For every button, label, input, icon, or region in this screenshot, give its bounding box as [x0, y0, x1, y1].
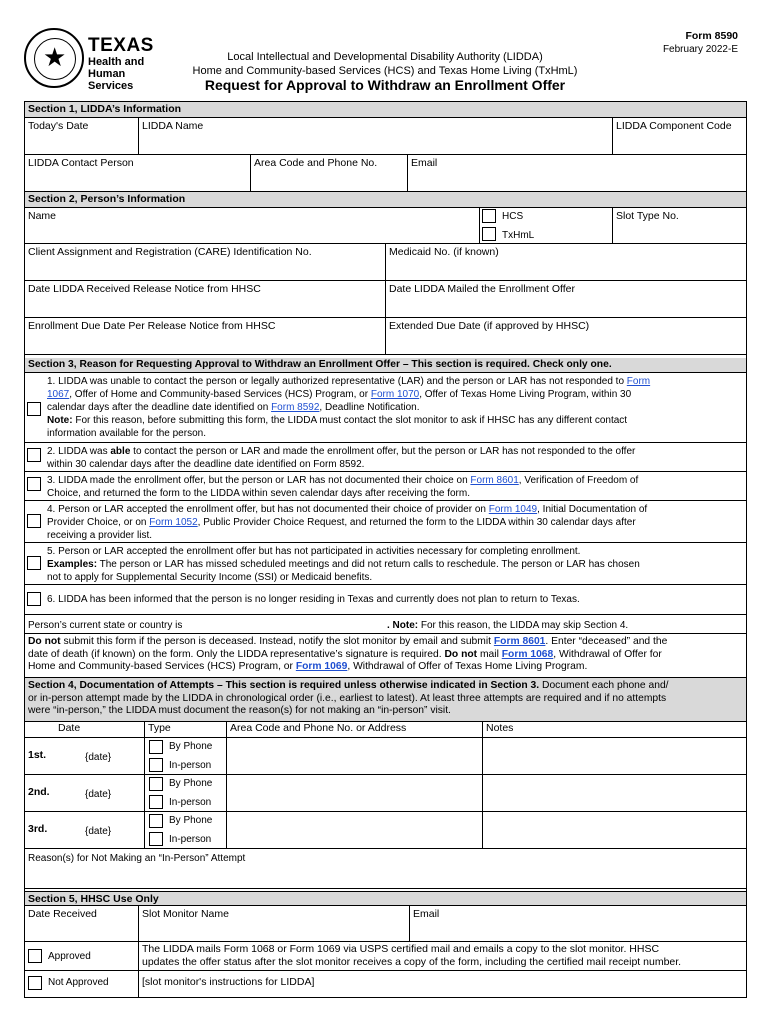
due-date-field[interactable]: [25, 318, 385, 354]
agency-line-2: Home and Community-based Services (HCS) and Texas Home Living (TxHmL): [192, 65, 578, 77]
care-id-label: Client Assignment and Registration (CARE) Identification No.: [28, 246, 312, 258]
hhs-logo: [22, 26, 182, 92]
not-approved-label: Not Approved: [48, 977, 109, 988]
reason-3-text-b: , Verification of Freedom of: [518, 475, 639, 486]
section4-heading-rest: Document each phone and/: [542, 680, 669, 691]
section2-row2: [25, 244, 746, 281]
todays-date-field[interactable]: [25, 118, 138, 154]
form-title: Request for Approval to Withdraw an Enrollment Offer: [204, 77, 566, 93]
reason-1-note-2: information available for the person.: [47, 428, 206, 439]
attempt-label: 1st.: [28, 749, 47, 761]
reasons-label: Reason(s) for Not Making an “In-Person” Attempt: [28, 853, 246, 864]
release-notice-label: Date LIDDA Received Release Notice from HHSC: [28, 283, 261, 295]
section5-row1: [25, 906, 746, 942]
reason-2-text-b: to contact the person or LAR and made the enrollment offer, but the person or LAR has not responded to the offer: [133, 446, 636, 457]
deceased-text-b: . Enter “deceased” and the: [545, 636, 668, 647]
date-received-label: Date Received: [28, 908, 97, 920]
reason-4-text-c: Provider Choice, or on: [47, 517, 147, 528]
residence-note: [387, 619, 628, 632]
reason-5: [25, 542, 746, 584]
reason-3: [25, 471, 746, 500]
form-8601-link[interactable]: Form 8601: [470, 475, 519, 486]
form-1070-link[interactable]: Form 1070: [370, 389, 420, 400]
by-phone-checkbox[interactable]: [149, 777, 163, 791]
residence-row: [25, 614, 746, 634]
approved-label: Approved: [48, 951, 91, 962]
attempts-header: [25, 722, 746, 738]
attempt-notes-field[interactable]: [482, 775, 746, 811]
form-1068-link[interactable]: Form 1068: [501, 648, 554, 660]
reason-1-checkbox[interactable]: [27, 402, 41, 416]
slot-monitor-instructions: [slot monitor's instructions for LIDDA]: [142, 976, 315, 988]
reason-4: [25, 500, 746, 542]
section4-title: Section 4, Documentation of Attempts – This section is required unless otherwise indicated in Section 3.: [28, 680, 540, 691]
agency-line-1: Local Intellectual and Developmental Disability Authority (LIDDA): [227, 51, 543, 63]
reason-3-checkbox[interactable]: [27, 477, 41, 491]
reason-4-text-d: , Public Provider Choice Request, and returned the form to the LIDDA within 30 calendar days after: [197, 517, 636, 528]
care-id-field[interactable]: [25, 244, 385, 280]
phone-field[interactable]: [250, 155, 407, 191]
reason-5-text-b: The person or LAR has missed scheduled meetings and did not return calls to reschedule. The person or LAR has chosen: [99, 559, 640, 570]
reason-1-text-e: , Deadline Notification.: [319, 402, 420, 413]
by-phone-label: By Phone: [169, 815, 213, 826]
form-8592-link[interactable]: Form 8592: [271, 402, 320, 413]
form-id: [663, 30, 738, 56]
reason-5-examples-label: Examples:: [47, 559, 98, 570]
email-field[interactable]: [407, 155, 746, 191]
deceased-text-f: Home and Community-based Services (HCS) Program, or: [28, 661, 293, 672]
residence-note-text: For this reason, the LIDDA may skip Section 4.: [420, 620, 629, 631]
hcs-label: HCS: [502, 211, 524, 222]
medicaid-field[interactable]: [385, 244, 746, 280]
reason-4-text: 4. Person or LAR accepted the enrollment offer, but has not documented their choice of provider on: [47, 504, 486, 515]
contact-person-field[interactable]: [25, 155, 250, 191]
person-name-field[interactable]: [25, 208, 479, 243]
component-code-label: LIDDA Component Code: [616, 120, 732, 132]
reason-1-text-d: calendar days after the deadline date identified on: [47, 402, 269, 413]
deceased-text-c: date of death (if known) on the form. Only the LIDDA representative’s signature is required.: [28, 648, 442, 660]
reason-6: [25, 584, 746, 614]
section1-heading: Section 1, LIDDA’s Information: [25, 102, 746, 118]
txhml-label: TxHmL: [502, 230, 535, 241]
reason-2-checkbox[interactable]: [27, 448, 41, 462]
reason-2-text-c: within 30 calendar days after the deadline date identified on Form 8592.: [47, 459, 365, 470]
reason-4-text-e: receiving a provider list.: [47, 530, 153, 541]
slot-monitor-label: Slot Monitor Name: [142, 908, 229, 920]
attempt-date[interactable]: {date}: [85, 752, 112, 763]
reason-6-checkbox[interactable]: [27, 592, 41, 606]
by-phone-label: By Phone: [169, 741, 213, 752]
form-1067-link[interactable]: Form: [626, 376, 651, 387]
release-notice-field[interactable]: [25, 281, 385, 317]
in-person-checkbox[interactable]: [149, 795, 163, 809]
form-1069-link[interactable]: Form 1069: [295, 661, 348, 672]
reason-4-text-b: , Initial Documentation of: [537, 504, 648, 515]
section4-line2: or in-person attempt made by the LIDDA in chronological order (i.e., earliest to latest). At least three attempts are required and if no attempts: [28, 692, 667, 704]
deceased-text-d: mail: [479, 648, 499, 660]
in-person-checkbox[interactable]: [149, 832, 163, 846]
slot-type-field[interactable]: [612, 208, 746, 243]
section2-heading: Section 2, Person’s Information: [25, 192, 746, 208]
program-choice: [479, 208, 612, 243]
lidda-instructions: [138, 942, 746, 970]
instructions-b: updates the offer status after the slot monitor receives a copy of the form, including the certified mail receipt number.: [142, 956, 682, 968]
deceased-form-8601-link[interactable]: Form 8601: [493, 636, 546, 647]
mailed-date-label: Date LIDDA Mailed the Enrollment Offer: [389, 283, 575, 295]
deceased-text-e: , Withdrawal of Offer for: [553, 648, 662, 660]
texas-seal-icon: ★: [24, 28, 84, 88]
attempt-date[interactable]: {date}: [85, 789, 112, 800]
reason-2-text: 2. LIDDA was: [47, 446, 108, 457]
medicaid-label: Medicaid No. (if known): [389, 246, 499, 258]
agency-lines: [180, 50, 590, 78]
col-phone: Area Code and Phone No. or Address: [226, 722, 482, 737]
deceased-bold-2: Do not: [444, 648, 478, 660]
email-label: Email: [411, 157, 438, 169]
col-date: Date: [58, 722, 81, 734]
attempt-label: 2nd.: [28, 786, 50, 798]
s5-email-label: Email: [413, 908, 440, 920]
reason-5-text: 5. Person or LAR accepted the enrollment offer but has not participated in activities necessary for completing enrollment.: [47, 546, 581, 557]
form-body: [24, 101, 747, 998]
reason-1-note-label: Note:: [47, 415, 73, 426]
reason-3-text-c: Choice, and returned the form to the LIDDA within seven calendar days after receiving the form.: [47, 488, 470, 499]
form-number: Form 8590: [685, 30, 738, 42]
hcs-checkbox[interactable]: [482, 209, 496, 223]
reason-1-text-c: , Offer of Texas Home Living Program, within 30: [419, 389, 632, 400]
todays-date-label: Today's Date: [28, 120, 89, 132]
form-1052-link[interactable]: Form 1052: [149, 517, 198, 528]
reasons-field[interactable]: [25, 849, 746, 889]
logo-services: Services: [88, 80, 134, 92]
in-person-checkbox[interactable]: [149, 758, 163, 772]
section2-row3: [25, 281, 746, 318]
slot-monitor-field[interactable]: [138, 906, 409, 941]
section1-row1: [25, 118, 746, 155]
col-notes: Notes: [482, 722, 746, 737]
attempt-date[interactable]: {date}: [85, 826, 112, 837]
deceased-text-a: submit this form if the person is deceased. Instead, notify the slot monitor by email and submit: [63, 636, 492, 647]
component-code-field[interactable]: [612, 118, 746, 154]
section3-heading: Section 3, Reason for Requesting Approval to Withdraw an Enrollment Offer – This section is required. Check only one.: [25, 358, 746, 373]
section5-heading: Section 5, HHSC Use Only: [25, 891, 746, 906]
section2-row1: [25, 208, 746, 244]
deceased-notice: [25, 634, 746, 678]
attempt-phone-field[interactable]: [226, 738, 482, 774]
reason-1-text-b: , Offer of Home and Community-based Services (HCS) Program, or: [69, 389, 369, 400]
form-1049-link[interactable]: Form 1049: [488, 504, 538, 515]
in-person-label: In-person: [169, 834, 212, 845]
attempt-label: 3rd.: [28, 823, 48, 835]
reason-6-text: 6. LIDDA has been informed that the person is no longer residing in Texas and currently does not plan to return to Texas.: [47, 594, 580, 605]
person-name-label: Name: [28, 210, 57, 222]
deceased-bold: Do not: [28, 636, 61, 647]
section1-row2: [25, 155, 746, 192]
section4-heading: [25, 678, 746, 722]
reason-2-bold: able: [110, 446, 131, 457]
attempt-notes-field[interactable]: [482, 812, 746, 848]
slot-type-label: Slot Type No.: [616, 210, 679, 222]
reason-4-checkbox[interactable]: [27, 514, 41, 528]
section4-line3: were “in-person,” the LIDDA must document the reason(s) for not making an “in-person” visit.: [28, 705, 451, 716]
attempt-phone-field[interactable]: [226, 812, 482, 848]
instructions-a: The LIDDA mails Form 1068 or Form 1069 via USPS certified mail and emails a copy to the slot monitor. HHSC: [142, 943, 660, 955]
date-received-field[interactable]: [25, 906, 138, 941]
logo-texas: TEXAS: [88, 35, 154, 56]
logo-hhs: Health and Human: [88, 56, 145, 80]
section2-row4: [25, 318, 746, 355]
by-phone-label: By Phone: [169, 778, 213, 789]
by-phone-checkbox[interactable]: [149, 814, 163, 828]
section5-row2: [25, 942, 746, 971]
reason-5-checkbox[interactable]: [27, 556, 41, 570]
attempt-row-2: [25, 775, 746, 812]
col-type: Type: [144, 722, 226, 737]
txhml-checkbox[interactable]: [482, 227, 496, 241]
section5-row3: [25, 971, 746, 997]
s5-email-field[interactable]: [409, 906, 746, 941]
attempt-row-1: [25, 738, 746, 775]
lidda-name-label: LIDDA Name: [142, 120, 204, 132]
residence-label: Person’s current state or country is: [28, 620, 183, 631]
extended-date-field[interactable]: [385, 318, 746, 354]
not-approved-checkbox[interactable]: [28, 976, 42, 990]
reason-1: [25, 373, 746, 442]
lidda-name-field[interactable]: [138, 118, 612, 154]
slot-monitor-instructions-field[interactable]: [138, 971, 746, 997]
attempt-row-3: [25, 812, 746, 849]
phone-label: Area Code and Phone No.: [254, 157, 378, 169]
contact-person-label: LIDDA Contact Person: [28, 157, 134, 169]
deceased-text-g: , Withdrawal of Offer of Texas Home Living Program.: [347, 661, 588, 672]
mailed-date-field[interactable]: [385, 281, 746, 317]
due-date-label: Enrollment Due Date Per Release Notice from HHSC: [28, 320, 276, 332]
reason-3-text: 3. LIDDA made the enrollment offer, but the person or LAR has not documented their choice on: [47, 475, 468, 486]
attempt-phone-field[interactable]: [226, 775, 482, 811]
in-person-label: In-person: [169, 797, 212, 808]
by-phone-checkbox[interactable]: [149, 740, 163, 754]
extended-date-label: Extended Due Date (if approved by HHSC): [389, 320, 590, 332]
reason-2: [25, 442, 746, 471]
attempt-notes-field[interactable]: [482, 738, 746, 774]
reason-5-text-c: not to apply for Supplemental Security Income (SSI) or Medicaid benefits.: [47, 572, 373, 583]
form-1067-link-cont[interactable]: 1067: [47, 389, 70, 400]
in-person-label: In-person: [169, 760, 212, 771]
residence-note-label: . Note:: [387, 620, 419, 631]
approved-checkbox[interactable]: [28, 949, 42, 963]
reason-1-note: For this reason, before submitting this form, the LIDDA must contact the slot monitor to ask if HHSC has any different contact: [75, 415, 628, 426]
form-date: February 2022-E: [662, 44, 738, 55]
reason-1-text: 1. LIDDA was unable to contact the person or legally authorized representative (LAR) and the person or LAR has not responded to: [47, 376, 625, 387]
